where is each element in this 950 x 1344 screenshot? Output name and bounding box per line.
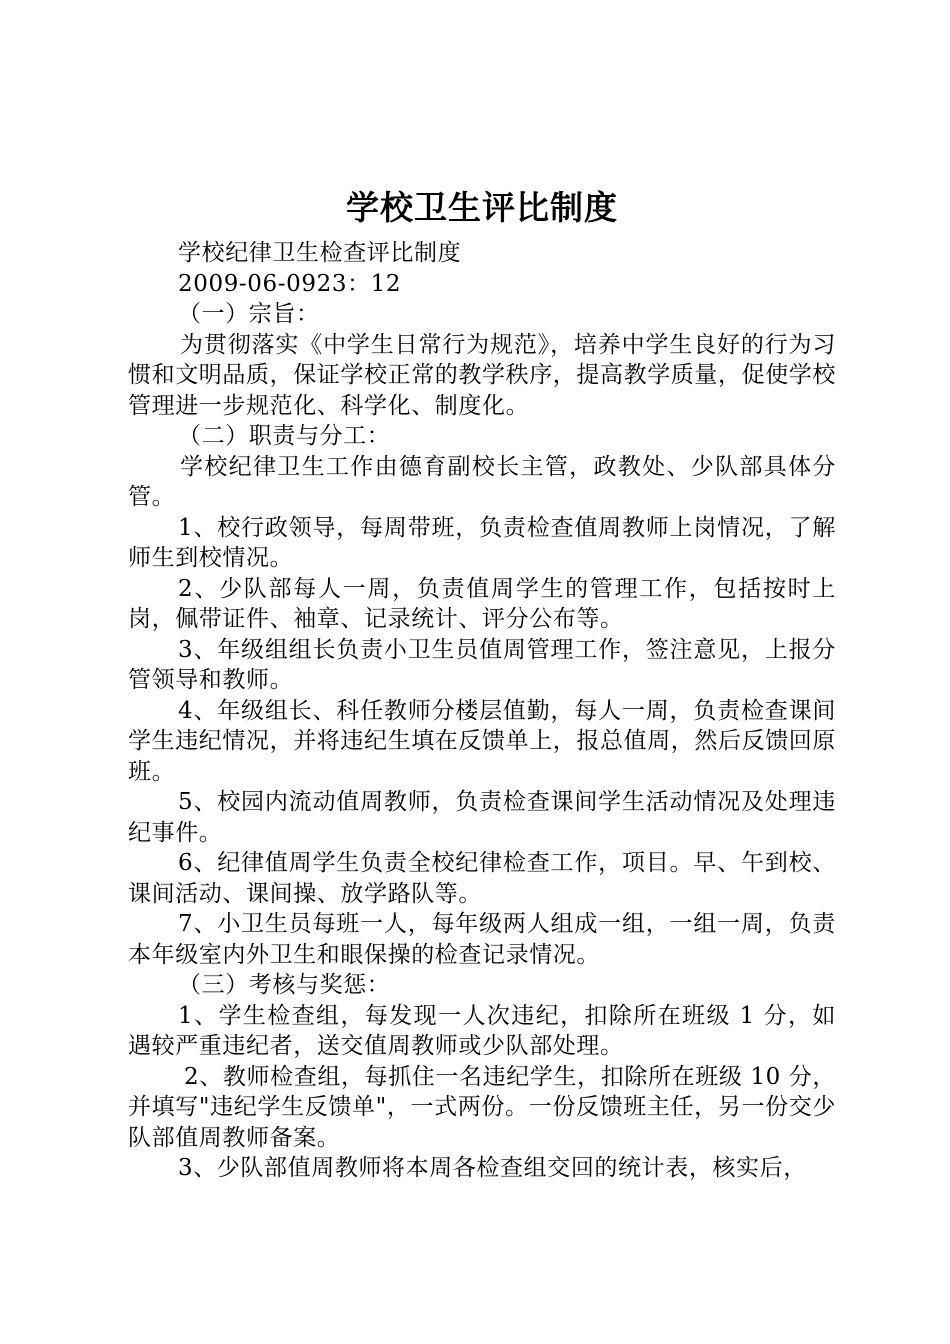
list-item-assessment-1: 1、学生检查组，每发现一人次违纪，扣除所在班级 1 分，如遇较严重违纪者，送交值周教师或少队部处理。	[128, 1002, 836, 1059]
section-heading-duties: （二）职责与分工：	[178, 423, 391, 449]
paragraph-duties-intro: 学校纪律卫生工作由德育副校长主管，政教处、少队部具体分管。	[128, 453, 836, 510]
list-item-duty-3: 3、年级组组长负责小卫生员值周管理工作，签注意见，上报分管领导和教师。	[128, 636, 836, 693]
list-item-duty-4: 4、年级组长、科任教师分楼层值勤，每人一周，负责检查课间学生违纪情况，并将违纪生填在反馈单上，报总值周，然后反馈回原班。	[128, 697, 836, 785]
list-item-assessment-2: 2、教师检查组，每抓住一名违纪学生，扣除所在班级 10 分，并填写"违纪学生反馈单"，一式两份。一份反馈班主任，另一份交少队部值周教师备案。	[128, 1063, 836, 1151]
section-heading-assessment: （三）考核与奖惩：	[178, 972, 391, 998]
document-title: 学校卫生评比制度	[346, 188, 618, 227]
paragraph-purpose: 为贯彻落实《中学生日常行为规范》，培养中学生良好的行为习惯和文明品质，保证学校正常的教学秩序，提高教学质量，促使学校管理进一步规范化、科学化、制度化。	[128, 331, 836, 419]
list-item-duty-7: 7、小卫生员每班一人，每年级两人组成一组，一组一周，负责本年级室内外卫生和眼保操的检查记录情况。	[128, 911, 836, 968]
document-subtitle: 学校纪律卫生检查评比制度	[178, 240, 462, 266]
section-heading-purpose: （一）宗旨：	[178, 301, 320, 327]
list-item-duty-2: 2、少队部每人一周，负责值周学生的管理工作，包括按时上岗，佩带证件、袖章、记录统计、评分公布等。	[128, 575, 836, 632]
list-item-duty-1: 1、校行政领导，每周带班，负责检查值周教师上岗情况，了解师生到校情况。	[128, 514, 836, 571]
document-timestamp: 2009-06-0923：12	[178, 270, 402, 297]
list-item-assessment-3: 3、少队部值周教师将本周各检查组交回的统计表，核实后，	[178, 1155, 807, 1181]
list-item-duty-5: 5、校园内流动值周教师，负责检查课间学生活动情况及处理违纪事件。	[128, 789, 836, 846]
list-item-duty-6: 6、纪律值周学生负责全校纪律检查工作，项目。早、午到校、课间活动、课间操、放学路队等。	[128, 850, 836, 907]
document-page	[128, 180, 836, 1184]
